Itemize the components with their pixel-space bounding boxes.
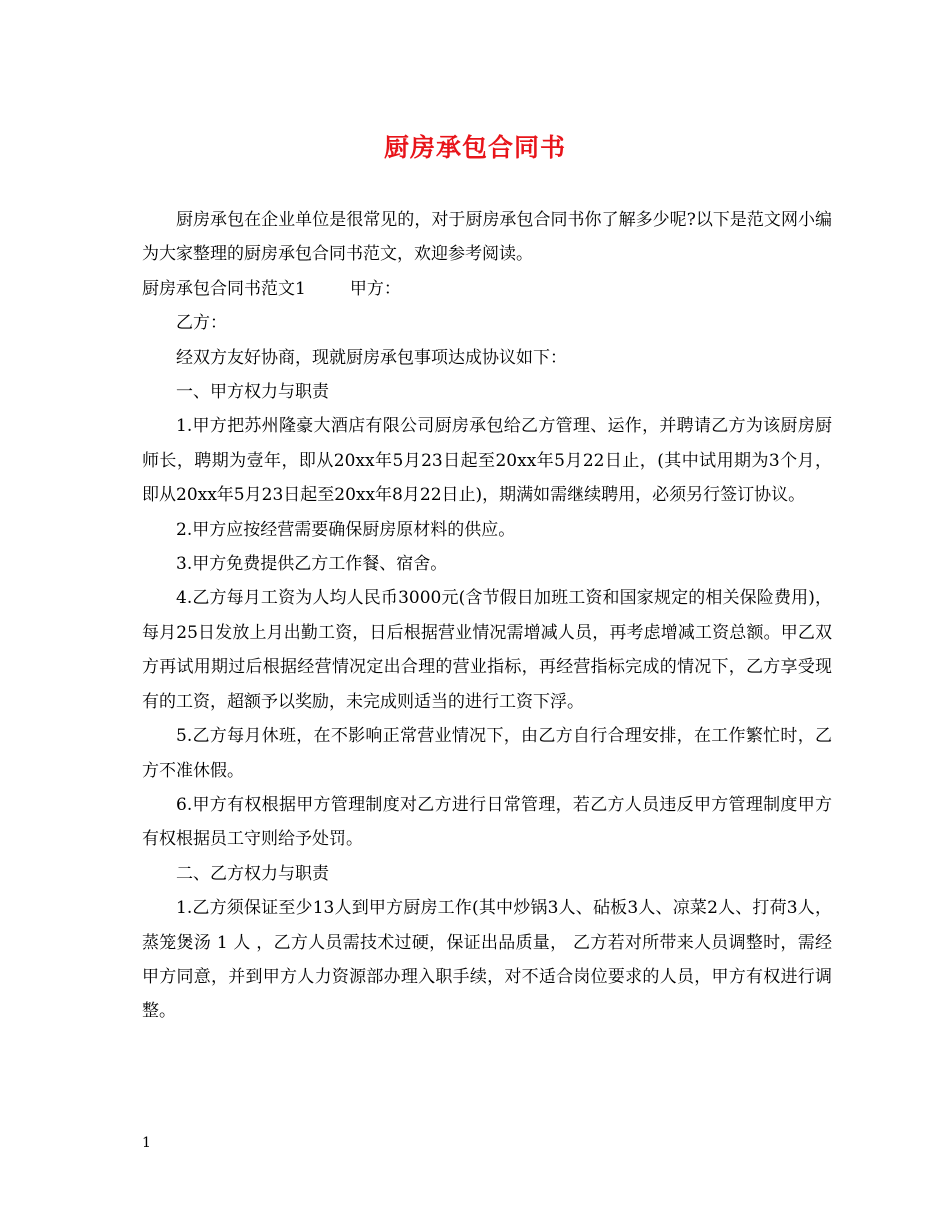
clause-1-5: 5.乙方每月休班，在不影响正常营业情况下，由乙方自行合理安排，在工作繁忙时，乙方不准休假。 — [142, 726, 832, 781]
intro-paragraph: 厨房承包在企业单位是很常见的，对于厨房承包合同书你了解多少呢?以下是范文网小编为大家整理的厨房承包合同书范文，欢迎参考阅读。 — [142, 210, 832, 265]
section-heading-party-a: 一、甲方权力与职责 — [176, 382, 329, 403]
clause-1-1: 1.甲方把苏州隆豪大酒店有限公司厨房承包给乙方管理、运作，并聘请乙方为该厨房厨师长，聘期为壹年，即从20xx年5月23日起至20xx年5月22日止，(其中试用期为3个月，即从20xx年5月23日起至20xx年8月22日止)，期满如需继续聘用，必须另行签订协议。 — [142, 416, 832, 506]
party-b-label: 乙方： — [176, 313, 227, 334]
document-body — [142, 203, 832, 1029]
clause-1-3: 3.甲方免费提供乙方工作餐、宿舍。 — [176, 554, 448, 575]
document-title: 厨房承包合同书 — [383, 133, 566, 162]
page-number: 1 — [142, 1135, 151, 1151]
clause-2-1: 1.乙方须保证至少13人到甲方厨房工作(其中炒锅3人、砧板3人、凉菜2人、打荷3人，蒸笼煲汤 1 人 ，乙方人员需技术过硬，保证出品质量， 乙方若对所带来人员调整时，需经甲方同意，并到甲方人力资源部办理入职手续，对不适合岗位要求的人员，甲方有权进行调整。 — [142, 898, 832, 1022]
party-a-label: 甲方： — [349, 278, 401, 299]
agreement-paragraph: 经双方友好协商，现就厨房承包事项达成协议如下： — [176, 347, 567, 368]
clause-1-4: 4.乙方每月工资为人均人民币3000元(含节假日加班工资和国家规定的相关保险费用)，每月25日发放上月出勤工资，日后根据营业情况需增减人员，再考虑增减工资总额。甲乙双方再试用期过后根据经营情况定出合理的营业指标，再经营指标完成的情况下，乙方享受现有的工资，超额予以奖励，未完成则适当的进行工资下浮。 — [142, 588, 832, 712]
sample-heading: 厨房承包合同书范文1 — [142, 278, 306, 299]
sample-heading-line — [142, 272, 832, 306]
section-heading-party-b: 二、乙方权力与职责 — [176, 863, 329, 884]
clause-1-2: 2.甲方应按经营需要确保厨房原材料的供应。 — [176, 519, 516, 540]
clause-1-6: 6.甲方有权根据甲方管理制度对乙方进行日常管理，若乙方人员违反甲方管理制度甲方有权根据员工守则给予处罚。 — [142, 794, 832, 850]
